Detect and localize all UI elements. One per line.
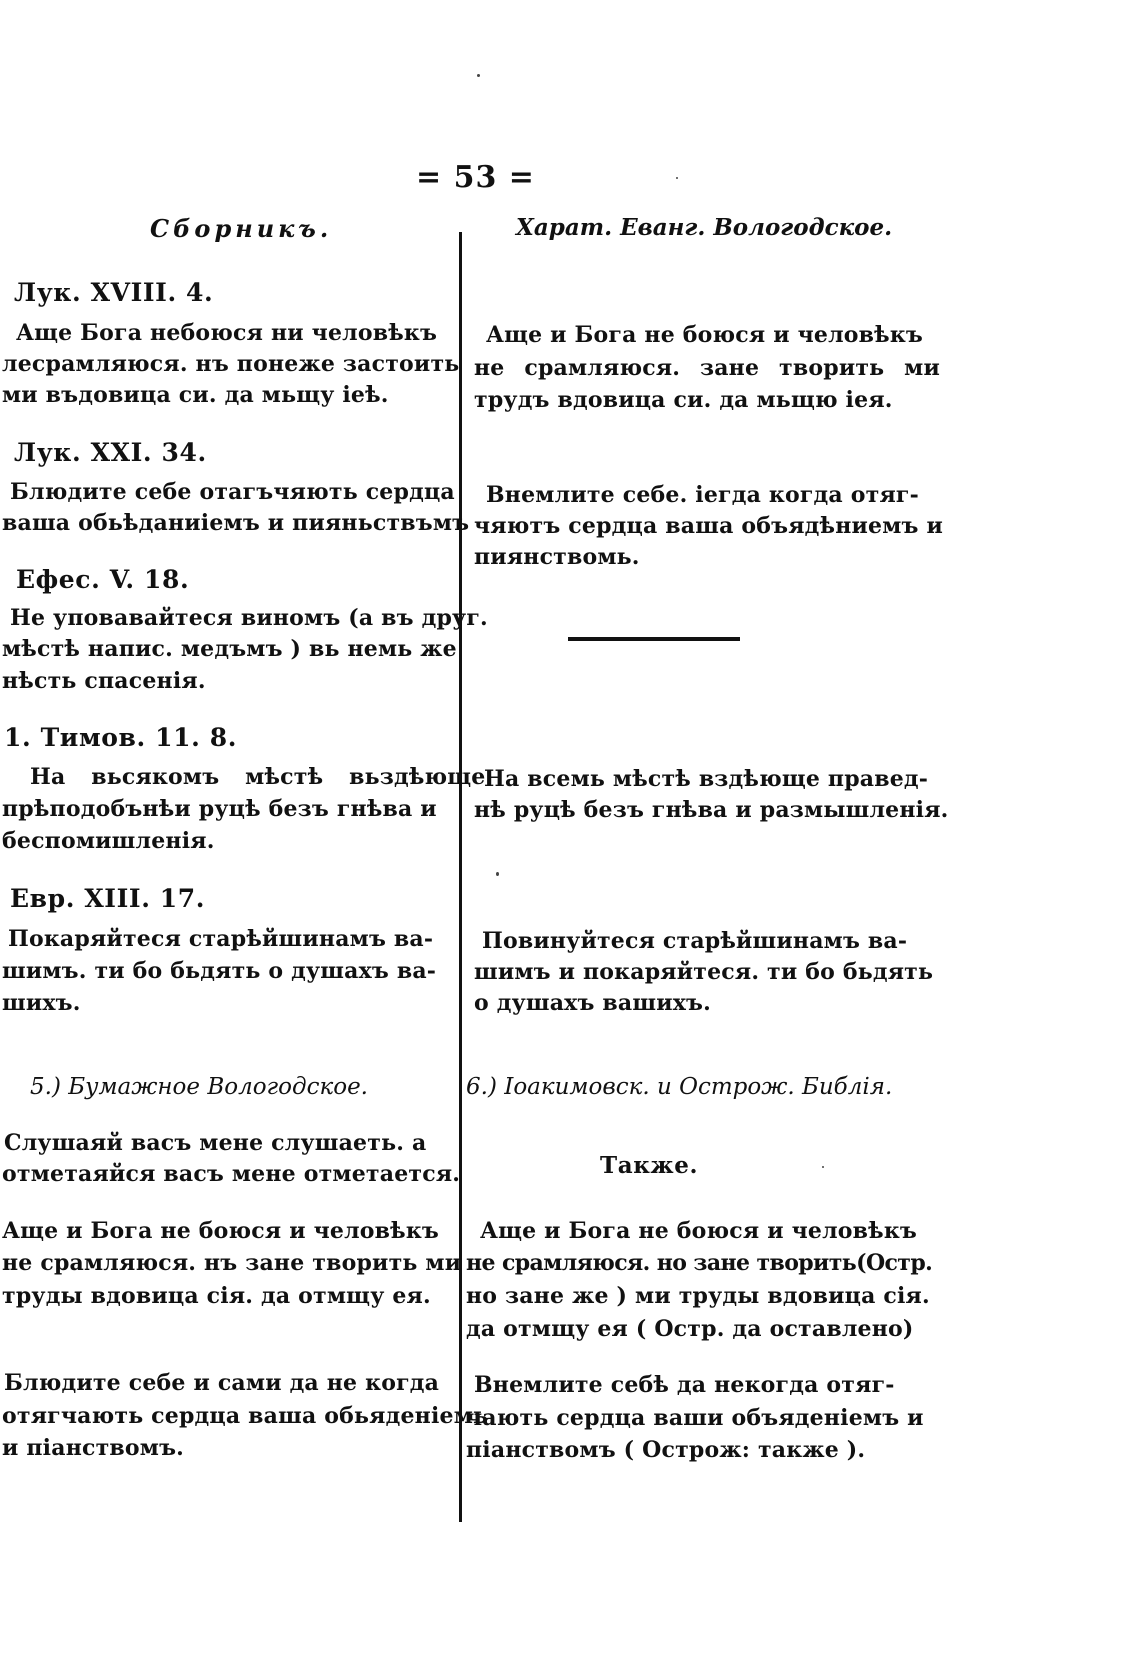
verse-line: чяютъ сердца ваша объядѣниемъ и [474, 513, 943, 539]
horizontal-rule [568, 637, 740, 641]
verse-line: но зане же ) ми труды вдовица сія. [466, 1283, 930, 1309]
verse-line: Повинуйтеся старѣйшинамъ ва- [482, 928, 908, 954]
verse-line: не срамляюся. нъ зане творить ми [2, 1250, 462, 1276]
verse-line: На вьсякомъ мѣстѣ вьздѣюще [30, 764, 486, 790]
scan-speck [676, 177, 678, 179]
verse-line: труды вдовица сія. да отмщу ея. [2, 1283, 431, 1309]
verse-line: ваша обьѣданиіемъ и пияньствъмъ [2, 510, 470, 536]
verse-line: и піанствомъ. [2, 1435, 185, 1461]
scan-speck [477, 74, 480, 77]
verse-line: Не уповавайтеся виномъ (а въ друг. [10, 605, 488, 631]
scan-speck [496, 872, 499, 876]
verse-line: лесрамляюся. нъ понеже застоить [2, 351, 460, 377]
verse-reference: Лук. XXI. 34. [14, 438, 207, 467]
verse-line: На всемь мѣстѣ вздѣюще правед- [484, 766, 929, 792]
verse-line: шимъ. ти бо бьдять о душахъ ва- [2, 958, 437, 984]
verse-line: Покаряйтеся старѣйшинамъ ва- [8, 926, 434, 952]
verse-line: не срамляюся. зане творить ми [474, 355, 940, 381]
verse-line: Слушаяй васъ мене слушаеть. а [4, 1130, 427, 1156]
subheading: Также. [600, 1152, 699, 1179]
verse-line: шимъ и покаряйтеся. ти бо бьдять [474, 959, 934, 985]
scan-speck [822, 1166, 824, 1168]
verse-line: нѣсть спасенія. [2, 668, 206, 694]
verse-reference: Лук. XVIII. 4. [14, 278, 214, 307]
verse-line: Аще и Бога не боюся и человѣкъ [486, 322, 923, 348]
verse-line: не срамляюся. но зане творить(Остр. [466, 1250, 933, 1276]
verse-line: отметаяйся васъ мене отметается. [2, 1161, 461, 1187]
verse-line: трудъ вдовица си. да мьщю іея. [474, 387, 893, 413]
verse-reference: Ефес. V. 18. [16, 565, 190, 594]
verse-line: мѣстѣ напис. медъмъ ) вь немь же [2, 636, 457, 662]
verse-line: піанствомъ ( Острож: также ). [466, 1437, 866, 1463]
verse-line: ми въдовица си. да мьщу іеѣ. [2, 382, 389, 408]
page-number: = 53 = [416, 160, 535, 195]
column-divider [459, 232, 462, 1522]
verse-line: отягчають сердца ваша обьяденіемь [2, 1403, 489, 1429]
verse-line: да отмщу ея ( Остр. да оставлено) [466, 1316, 914, 1342]
verse-line: чають сердца ваши объяденіемъ и [466, 1405, 924, 1431]
verse-line: о душахъ вашихъ. [474, 990, 711, 1016]
verse-line: шихъ. [2, 990, 81, 1016]
verse-line: Аще Бога небоюся ни человѣкъ [16, 320, 438, 346]
left-column-header: Сборникъ. [150, 214, 333, 243]
verse-line: пиянствомь. [474, 544, 640, 570]
verse-reference: Евр. XIII. 17. [10, 884, 206, 913]
section-heading: 6.) Іоакимовск. и Острож. Библія. [466, 1074, 893, 1100]
verse-line: Блюдите себе и сами да не когда [4, 1370, 440, 1396]
section-heading: 5.) Бумажное Вологодское. [30, 1074, 368, 1100]
verse-line: Внемлите себе. іегда когда отяг- [486, 482, 919, 508]
verse-line: прѣподобънѣи руцѣ безъ гнѣва и [2, 796, 437, 822]
verse-line: Аще и Бога не боюся и человѣкъ [2, 1218, 439, 1244]
verse-line: Внемлите себѣ да некогда отяг- [474, 1372, 895, 1398]
verse-line: беспомишленія. [2, 828, 215, 854]
right-column-header: Харат. Еванг. Вологодское. [516, 214, 893, 241]
verse-line: нѣ руцѣ безъ гнѣва и размышленія. [474, 797, 949, 823]
verse-line: Аще и Бога не боюся и человѣкъ [480, 1218, 917, 1244]
verse-line: Блюдите себе отагъчяють сердца [10, 479, 455, 505]
verse-reference: 1. Тимов. 11. 8. [4, 723, 238, 752]
